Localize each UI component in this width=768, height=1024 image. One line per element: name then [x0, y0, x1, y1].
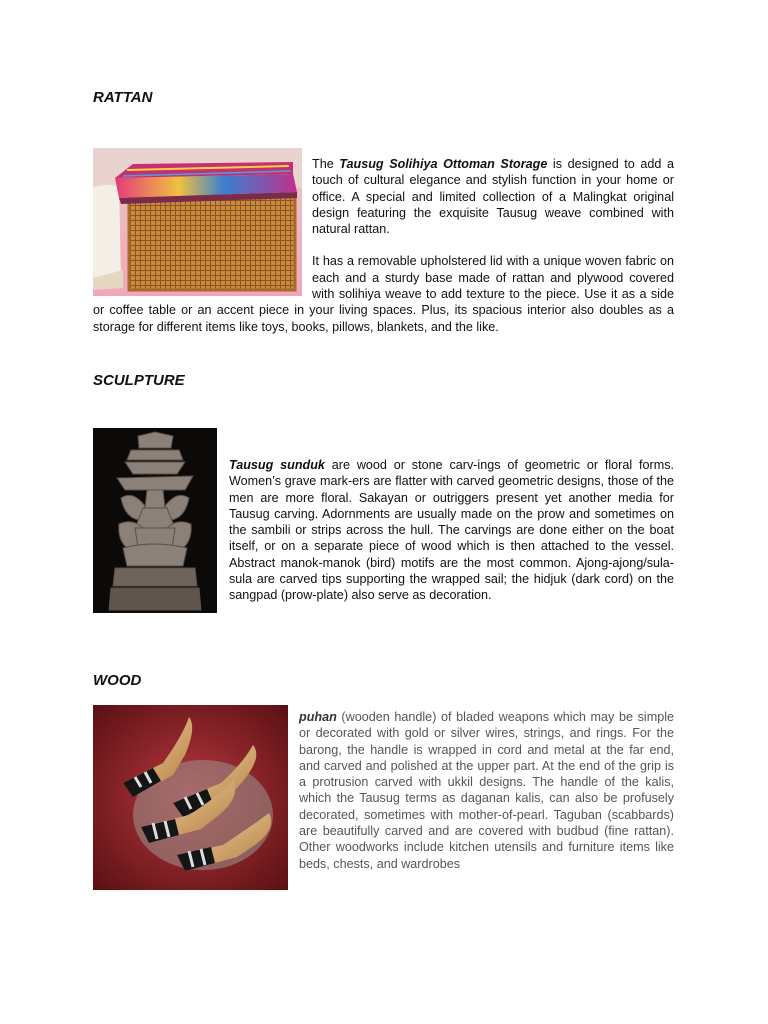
- rattan-ottoman-image: [93, 148, 302, 296]
- wood-paragraph: puhan (wooden handle) of bladed weapons which may be simple or decorated with gold or silver wires, strings, and rings. For the barong, the handle is wrapped in cord and metal at the far end, and carved and polished at the upper part. At the end of the grip is a protrusion carved with ukkil designs. The handle of the kalis, which the Tausug terms as daganan kalis, can also be profusely decorated, sometimes with mother-of-pearl. Taguban (scabbards) are beautifully carved and are covered with budbud (fine rattan). Other woodworks include kitchen utensils and furniture items like beds, chests, and wardrobes: [299, 710, 674, 871]
- rattan-text-block: [93, 148, 674, 335]
- term-tausug-sunduk: Tausug sunduk: [229, 458, 325, 472]
- sculpture-paragraph: Tausug sunduk are wood or stone carv-ings of geometric or floral forms. Women’s grave mark-ers are flatter with carved geometric designs, those of the men are more floral. Sakayan or outriggers present yet another media for Tausug carving. Adornments are usually made on the prow and sometimes on the sambili or strips across the hull. The carvings are done either on the boat itself, or on a separate piece of wood which is then attached to the vessel. Abstract manok-manok (bird) motifs are the most common. Ajong-ajong/sula-sula are carved tips supporting the wrapped sail; the hidjuk (dark cord) on the sangpad (prow-plate) also serve as decoration.: [229, 458, 675, 603]
- wood-handles-image: [93, 705, 288, 890]
- grave-marker-illustration: [93, 428, 217, 613]
- heading-rattan: RATTAN: [93, 89, 153, 106]
- sculpture-image: [93, 428, 217, 613]
- product-name: Tausug Solihiya Ottoman Storage: [339, 157, 548, 171]
- weapon-handles-illustration: [93, 705, 288, 890]
- term-puhan: puhan: [299, 710, 337, 724]
- ottoman-illustration: [93, 148, 302, 296]
- rattan-paragraph-2: It has a removable upholstered lid with a unique woven fabric on each and a sturdy base made of rattan and plywood covered with solihiya weave to add texture to the piece. Use it as a side or coffee table or an accent piece in your living spaces. Plus, its spacious interior also doubles as a storage for different items like toys, books, pillows, blankets, and the like.: [93, 254, 674, 334]
- rattan-paragraph-1: The Tausug Solihiya Ottoman Storage is designed to add a touch of cultural elegance and stylish function in your home or office. A special and limited collection of a Malingkat original design featuring the exquisite Tausug weave combined with natural rattan.: [312, 157, 674, 237]
- heading-wood: WOOD: [93, 672, 142, 689]
- heading-sculpture: SCULPTURE: [93, 372, 185, 389]
